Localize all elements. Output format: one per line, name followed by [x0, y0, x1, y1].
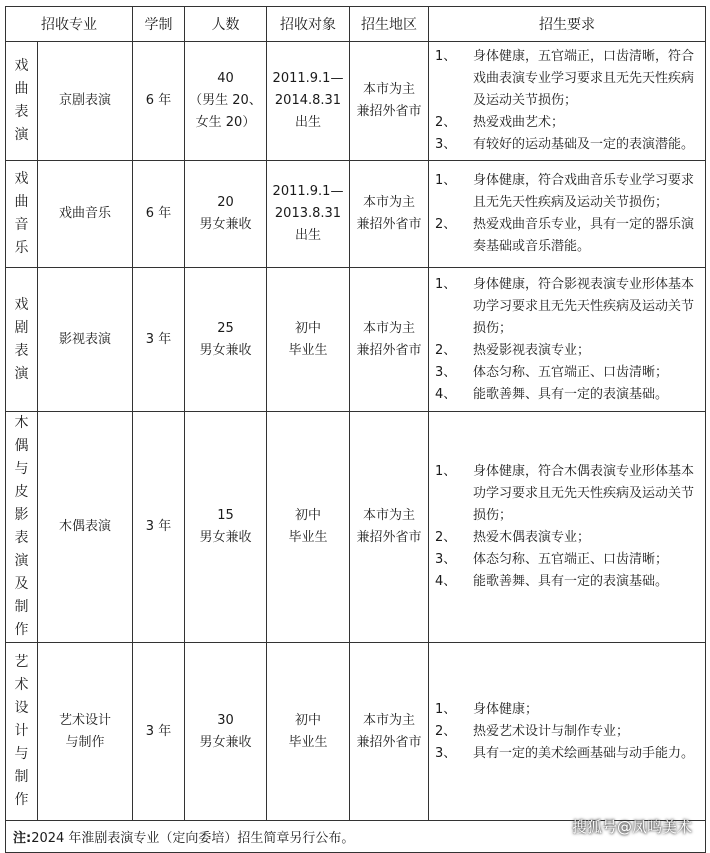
count-line: 男女兼收 — [199, 734, 252, 750]
count-line: 男女兼收 — [199, 530, 252, 545]
requirement-text: 热爱影视表演专业； — [473, 342, 591, 358]
requirement-text: 体态匀称、五官端正、口齿清晰； — [473, 552, 669, 567]
target-line: 初中 — [294, 508, 321, 523]
requirements-cell — [429, 268, 706, 412]
target-line: 2014.8.31 — [274, 93, 342, 108]
category-char: 表 — [14, 104, 29, 120]
region-cell — [350, 161, 429, 268]
count-line: 男女兼收 — [199, 217, 252, 232]
major-cell — [38, 412, 133, 643]
major-line: 艺术设计 — [58, 712, 111, 728]
requirement-item — [435, 274, 699, 340]
category-char: 乐 — [14, 240, 29, 256]
requirement-item — [435, 46, 699, 112]
requirement-text: 具有一定的美术绘画基础与动手能力。 — [473, 745, 695, 761]
requirement-text: 有较好的运动基础及一定的表演潜能。 — [473, 137, 695, 152]
category-char: 皮 — [14, 484, 29, 500]
target-line: 毕业生 — [288, 342, 328, 358]
category-char: 作 — [14, 622, 29, 638]
count-line: 30 — [217, 712, 234, 728]
region-line: 兼招外省市 — [356, 104, 422, 119]
region-line: 兼招外省市 — [356, 342, 422, 358]
header-major: 招收专业 — [6, 7, 133, 42]
requirement-number: 3、 — [435, 364, 457, 380]
major-line: 京剧表演 — [58, 93, 111, 108]
count-cell — [185, 268, 267, 412]
region-line: 本市为主 — [362, 320, 415, 336]
major-cell — [38, 161, 133, 268]
target-line: 2013.8.31 — [274, 206, 342, 221]
category-char: 演 — [14, 553, 29, 569]
requirement-item — [435, 699, 699, 721]
requirement-number: 2、 — [435, 723, 457, 739]
target-line: 出生 — [294, 115, 321, 130]
requirements-list — [435, 170, 699, 258]
category-char: 与 — [14, 461, 29, 477]
requirement-text: 身体健康，五官端正，口齿清晰，符合戏曲表演专业学习要求且无先天性疾病及运动关节损伤； — [473, 49, 695, 108]
category-char: 剧 — [14, 319, 29, 336]
header-row — [6, 7, 706, 42]
category-char: 戏 — [14, 296, 29, 313]
header-duration: 学制 — [133, 7, 185, 42]
count-line: 20 — [217, 195, 234, 210]
target-line: 初中 — [294, 712, 321, 728]
requirement-item — [435, 340, 699, 362]
table-row — [6, 268, 706, 412]
category-char: 表 — [14, 530, 29, 546]
count-cell — [185, 412, 267, 643]
requirement-number: 2、 — [435, 530, 457, 545]
table-row — [6, 643, 706, 821]
requirement-number: 1、 — [435, 49, 457, 64]
count-line: （男生 20、 — [189, 93, 262, 108]
admissions-table — [5, 6, 706, 853]
watermark: 搜狐号@凤鸣美术 — [571, 818, 692, 836]
region-line: 兼招外省市 — [356, 734, 422, 750]
target-cell — [267, 268, 350, 412]
category-char: 戏 — [14, 171, 29, 187]
requirement-item — [435, 721, 699, 743]
target-line: 出生 — [294, 228, 321, 243]
target-line: 毕业生 — [288, 530, 328, 545]
duration-cell: 3 年 — [133, 412, 185, 643]
duration-cell: 3 年 — [133, 268, 185, 412]
major-cell — [38, 643, 133, 821]
header-region: 招生地区 — [350, 7, 429, 42]
category-cell — [6, 412, 38, 643]
requirements-cell — [429, 643, 706, 821]
requirement-text: 身体健康，符合影视表演专业形体基本功学习要求且无先天性疾病及运动关节损伤； — [473, 276, 695, 336]
region-line: 本市为主 — [362, 508, 415, 523]
target-cell — [267, 643, 350, 821]
table-row — [6, 412, 706, 643]
requirement-text: 身体健康，符合木偶表演专业形体基本功学习要求且无先天性疾病及运动关节损伤； — [473, 464, 695, 523]
count-cell — [185, 42, 267, 161]
requirement-number: 2、 — [435, 115, 457, 130]
count-line: 15 — [217, 508, 234, 523]
category-char: 及 — [14, 576, 29, 592]
category-char: 影 — [14, 507, 29, 523]
category-char: 设 — [14, 700, 29, 716]
requirement-item — [435, 461, 699, 527]
table-row — [6, 42, 706, 161]
category-char: 制 — [14, 599, 29, 615]
requirement-item — [435, 112, 699, 134]
duration-cell: 6 年 — [133, 161, 185, 268]
note-label: 注: — [13, 831, 32, 846]
requirement-item — [435, 743, 699, 765]
requirement-item — [435, 362, 699, 384]
target-line: 2011.9.1— — [272, 184, 344, 199]
category-cell — [6, 268, 38, 412]
requirement-item — [435, 527, 699, 549]
category-char: 戏 — [14, 58, 29, 74]
requirement-text: 能歌善舞、具有一定的表演基础。 — [473, 574, 669, 589]
header-requirements: 招生要求 — [429, 7, 706, 42]
category-char: 演 — [14, 127, 29, 143]
requirement-number: 3、 — [435, 745, 457, 761]
major-line: 与制作 — [65, 734, 105, 750]
category-cell — [6, 643, 38, 821]
category-char: 演 — [14, 365, 29, 382]
requirement-text: 能歌善舞、具有一定的表演基础。 — [473, 386, 669, 402]
table-row — [6, 161, 706, 268]
target-line: 毕业生 — [288, 734, 328, 750]
region-cell — [350, 643, 429, 821]
target-line: 2011.9.1— — [272, 71, 344, 86]
requirement-number: 2、 — [435, 217, 457, 232]
target-line: 初中 — [294, 320, 321, 336]
major-line: 戏曲音乐 — [58, 206, 111, 221]
region-cell — [350, 412, 429, 643]
requirement-number: 1、 — [435, 701, 457, 717]
requirement-number: 4、 — [435, 386, 457, 402]
requirements-list — [435, 461, 699, 593]
requirements-list — [435, 46, 699, 156]
category-char: 曲 — [14, 194, 29, 210]
category-char: 表 — [14, 342, 29, 359]
requirements-cell — [429, 412, 706, 643]
requirement-text: 身体健康； — [473, 701, 539, 717]
requirement-text: 热爱木偶表演专业； — [473, 530, 591, 545]
category-cell — [6, 161, 38, 268]
region-line: 兼招外省市 — [356, 217, 422, 232]
count-line: 男女兼收 — [199, 342, 252, 358]
category-char: 音 — [14, 217, 29, 233]
requirements-list — [435, 274, 699, 406]
requirement-item — [435, 571, 699, 593]
requirement-number: 4、 — [435, 574, 457, 589]
major-line: 木偶表演 — [58, 519, 111, 534]
duration-cell: 3 年 — [133, 643, 185, 821]
requirement-number: 3、 — [435, 137, 457, 152]
requirement-number: 1、 — [435, 464, 457, 479]
category-char: 作 — [14, 792, 29, 808]
requirement-text: 热爱戏曲艺术； — [473, 115, 565, 130]
count-line: 40 — [217, 71, 234, 86]
target-cell — [267, 161, 350, 268]
category-char: 术 — [14, 677, 29, 693]
requirement-text: 体态匀称、五官端正、口齿清晰； — [473, 364, 669, 380]
note-text: 2024 年淮剧表演专业（定向委培）招生简章另行公布。 — [31, 831, 355, 846]
major-line: 影视表演 — [58, 331, 111, 347]
requirements-cell — [429, 42, 706, 161]
target-cell — [267, 42, 350, 161]
target-cell — [267, 412, 350, 643]
requirement-number: 3、 — [435, 552, 457, 567]
region-cell — [350, 268, 429, 412]
count-line: 女生 20） — [195, 115, 256, 130]
region-line: 本市为主 — [362, 195, 415, 210]
category-char: 曲 — [14, 81, 29, 97]
major-cell — [38, 42, 133, 161]
requirement-item — [435, 549, 699, 571]
requirement-text: 热爱戏曲音乐专业，具有一定的器乐演奏基础或音乐潜能。 — [473, 217, 695, 254]
category-cell — [6, 42, 38, 161]
category-char: 与 — [14, 746, 29, 762]
count-cell — [185, 643, 267, 821]
major-cell — [38, 268, 133, 412]
requirement-item — [435, 214, 699, 258]
header-target: 招收对象 — [267, 7, 350, 42]
requirements-cell — [429, 161, 706, 268]
category-char: 制 — [14, 769, 29, 785]
requirement-item — [435, 134, 699, 156]
requirement-number: 2、 — [435, 342, 457, 358]
requirement-number: 1、 — [435, 173, 457, 188]
region-line: 本市为主 — [362, 712, 415, 728]
requirement-number: 1、 — [435, 276, 457, 292]
requirement-item — [435, 384, 699, 406]
category-char: 艺 — [14, 654, 29, 670]
duration-cell: 6 年 — [133, 42, 185, 161]
category-char: 木 — [14, 415, 29, 431]
requirement-text: 热爱艺术设计与制作专业； — [473, 723, 630, 739]
category-char: 计 — [14, 723, 29, 739]
requirement-text: 身体健康，符合戏曲音乐专业学习要求且无先天性疾病及运动关节损伤； — [473, 173, 695, 210]
count-line: 25 — [217, 320, 234, 336]
count-cell — [185, 161, 267, 268]
region-line: 本市为主 — [362, 82, 415, 97]
region-cell — [350, 42, 429, 161]
requirement-item — [435, 170, 699, 214]
header-count: 人数 — [185, 7, 267, 42]
category-char: 偶 — [14, 438, 29, 454]
requirements-list — [435, 699, 699, 765]
region-line: 兼招外省市 — [356, 530, 422, 545]
